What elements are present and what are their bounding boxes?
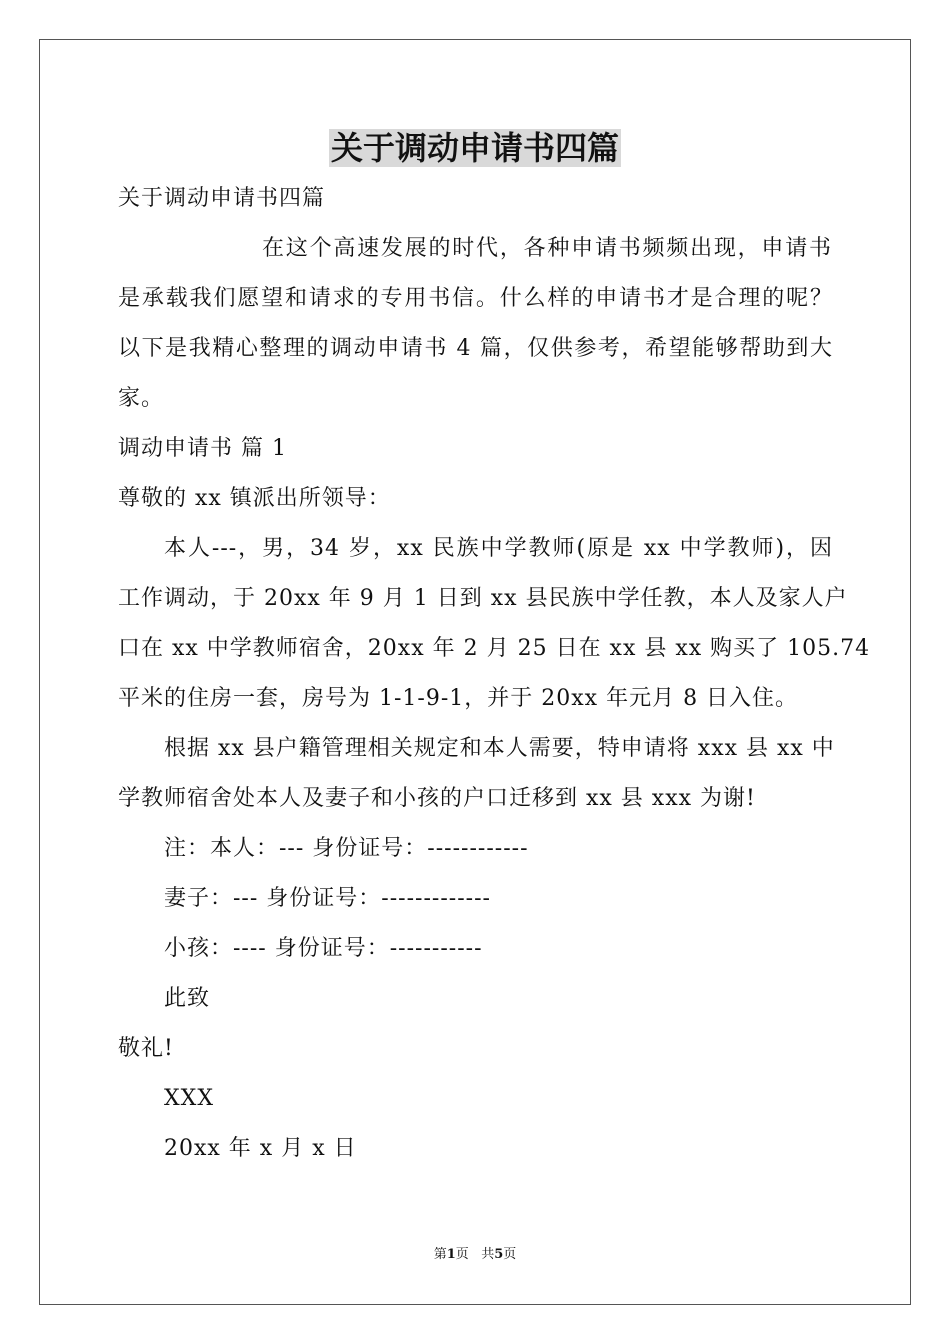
footer-page-prefix: 第 (433, 1247, 447, 1262)
note-child: 小孩：---- 身份证号：----------- (164, 936, 483, 961)
body-para1-line-4: 平米的住房一套，房号为 1-1-9-1，并于 20xx 年元月 8 日入住。 (118, 686, 799, 711)
section-heading: 调动申请书 篇 1 (118, 436, 287, 461)
page-footer (0, 1246, 950, 1264)
closing-line-2: 敬礼! (118, 1036, 174, 1061)
footer-page-total: 5 (494, 1247, 504, 1262)
intro-line-1: 在这个高速发展的时代，各种申请书频频出现，申请书 (262, 236, 832, 261)
body-para1-line-3: 口在 xx 中学教师宿舍，20xx 年 2 月 25 日在 xx 县 xx 购买了 105.74 (118, 636, 871, 661)
footer-page-suffix: 页 (503, 1247, 517, 1262)
note-self: 注：本人：--- 身份证号：------------ (164, 836, 529, 861)
intro-line-3: 以下是我精心整理的调动申请书 4 篇，仅供参考，希望能够帮助到大 (118, 336, 833, 361)
closing-line-1: 此致 (164, 986, 211, 1011)
body-para1-line-1: 本人---，男，34 岁，xx 民族中学教师(原是 xx 中学教师)，因 (164, 536, 833, 561)
document-subtitle: 关于调动申请书四篇 (118, 186, 326, 211)
signature: XXX (164, 1086, 214, 1111)
body-para2-line-2: 学教师宿舍处本人及妻子和小孩的户口迁移到 xx 县 xxx 为谢! (118, 786, 756, 811)
document-title (0, 126, 950, 170)
date: 20xx 年 x 月 x 日 (164, 1136, 357, 1161)
intro-line-2: 是承载我们愿望和请求的专用书信。什么样的申请书才是合理的呢？ (118, 286, 833, 311)
note-wife: 妻子：--- 身份证号：------------- (164, 886, 491, 911)
footer-page-number: 1 (446, 1247, 456, 1262)
body-para2-line-1: 根据 xx 县户籍管理相关规定和本人需要，特申请将 xxx 县 xx 中 (164, 736, 835, 761)
document-title-text: 关于调动申请书四篇 (330, 129, 619, 167)
footer-page-mid: 页 共 (455, 1247, 495, 1262)
body-para1-line-2: 工作调动，于 20xx 年 9 月 1 日到 xx 县民族中学任教，本人及家人户 (118, 586, 848, 611)
intro-line-4: 家。 (118, 386, 165, 411)
salutation: 尊敬的 xx 镇派出所领导： (118, 486, 391, 511)
page-frame (39, 39, 911, 1305)
